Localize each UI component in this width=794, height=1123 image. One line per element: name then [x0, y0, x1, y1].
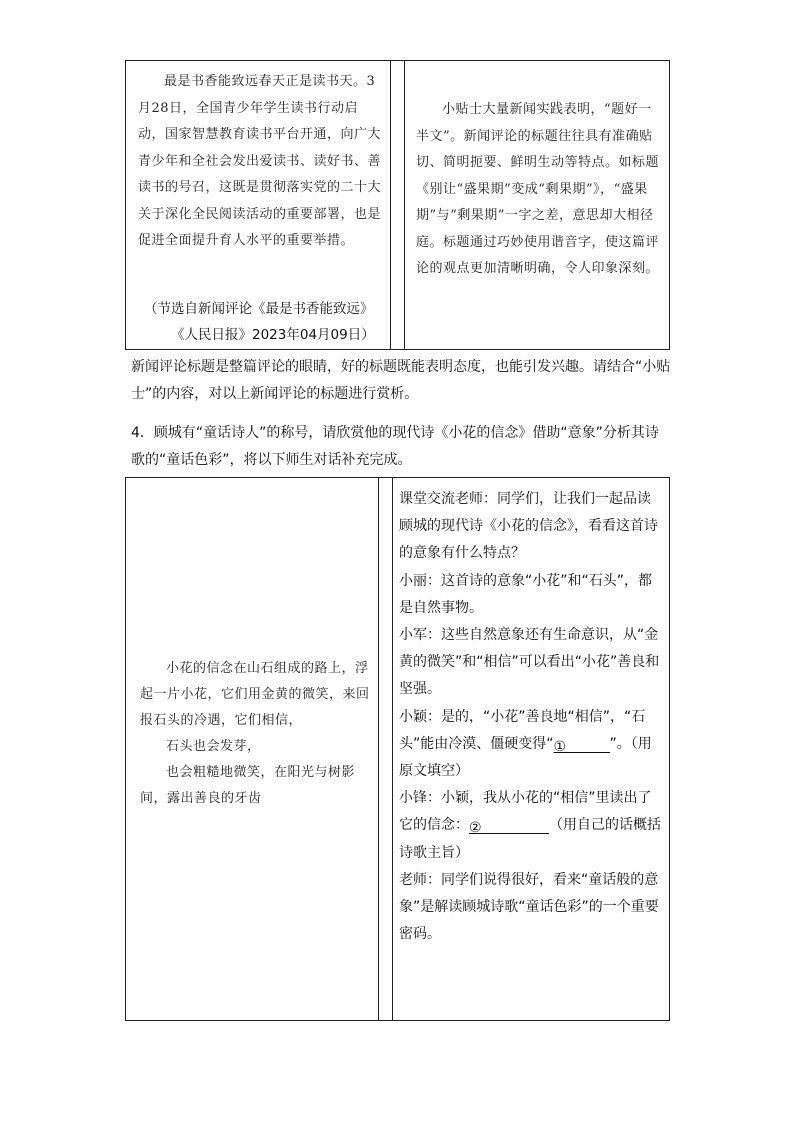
news-source-line: （节选自新闻评论《最是书香能致远》: [144, 301, 374, 317]
dialog-line: 课堂交流老师：同学们，让我们一起品读顾城的现代诗《小花的信念》，看看这首诗的意象有什么特点？: [399, 491, 658, 562]
news-excerpt-cell: [138, 69, 384, 255]
answer-blank-2[interactable]: [469, 815, 549, 837]
poem-cell: [140, 656, 370, 812]
dialog-line: 老师：同学们说得很好，看来“童话般的意象”是解读顾城诗歌“童话色彩”的一个重要密码。: [399, 871, 659, 943]
table-divider: [404, 61, 405, 349]
dialog-line: 小军：这些自然意象还有生命意识，从“金黄的微笑”和“相信”可以看出“小花”善良和坚强。: [399, 627, 660, 698]
table-divider: [392, 478, 393, 1020]
poem-line: 石头也会发芽，: [166, 739, 261, 754]
blank-number: ②: [469, 820, 482, 837]
news-excerpt-text: 最是书香能致远春天正是读书天。3月28日，全国青少年学生读书行动启动，国家智慧教育读书平台开通，向广大青少年和全社会发出爱读书、读好书、善读书的号召，这既是贯彻落实党的二十大关于深化全民阅读活动的重要部署，也是促进全面提升育人水平的重要举措。: [138, 74, 382, 248]
answer-blank-1[interactable]: [554, 734, 610, 753]
tip-text: 小贴士大量新闻实践表明，“题好一半文”。新闻评论的标题往往具有准确贴切、简明扼要、鲜明生动等特点。如标题《别让“盛果期”变成“剩果期”》，“盛果期”与“剩果期”一字之差，意思却大相径庭。标题通过巧妙使用谐音字，使这篇评论的观点更加清晰明确，令人印象深刻。: [416, 102, 660, 276]
table-divider: [378, 478, 379, 1020]
question-4-text: 4．顾城有“童话诗人”的称号，请欣赏他的现代诗《小花的信念》借助“意象”分析其诗歌的“童话色彩”，将以下师生对话补充完成。: [131, 425, 659, 468]
dialog-text: 小锋：小颖，我从小花的“相信”里读出了它的信念：: [399, 790, 652, 834]
blank-number: ①: [553, 738, 567, 755]
dialog-text: ”。（用原文填空）: [399, 735, 652, 780]
dialog-cell: [399, 486, 664, 948]
poem-line: 也会粗糙地微笑，在阳光与树影间，露出善良的牙齿: [140, 765, 356, 806]
dialog-text: （用自己的话概括诗歌主旨）: [399, 817, 661, 861]
poem-line: 小花的信念在山石组成的路上，浮起一片小花，它们用金黄的微笑，来回报石头的冷遇，它们相信，: [140, 661, 370, 728]
dialog-line: 小丽：这首诗的意象“小花”和“石头”，都是自然事物。: [399, 572, 653, 616]
poem-dialog-table: [125, 477, 670, 1021]
dialog-line: [399, 704, 664, 786]
table-divider: [390, 61, 391, 349]
dialog-line: [399, 785, 664, 867]
tip-cell: [416, 97, 664, 283]
question-3-text: 新闻评论标题是整篇评论的眼睛，好的标题既能表明态度，也能引发兴趣。请结合“小贴士”的内容，对以上新闻评论的标题进行赏析。: [131, 359, 671, 402]
news-comment-table: [125, 60, 670, 350]
dialog-text: 小颖：是的，“小花”善良地“相信”，“石头”能由冷漠、僵硬变得“: [399, 708, 646, 752]
news-source-line: 《人民日报》2023年04月09日）: [171, 327, 375, 343]
